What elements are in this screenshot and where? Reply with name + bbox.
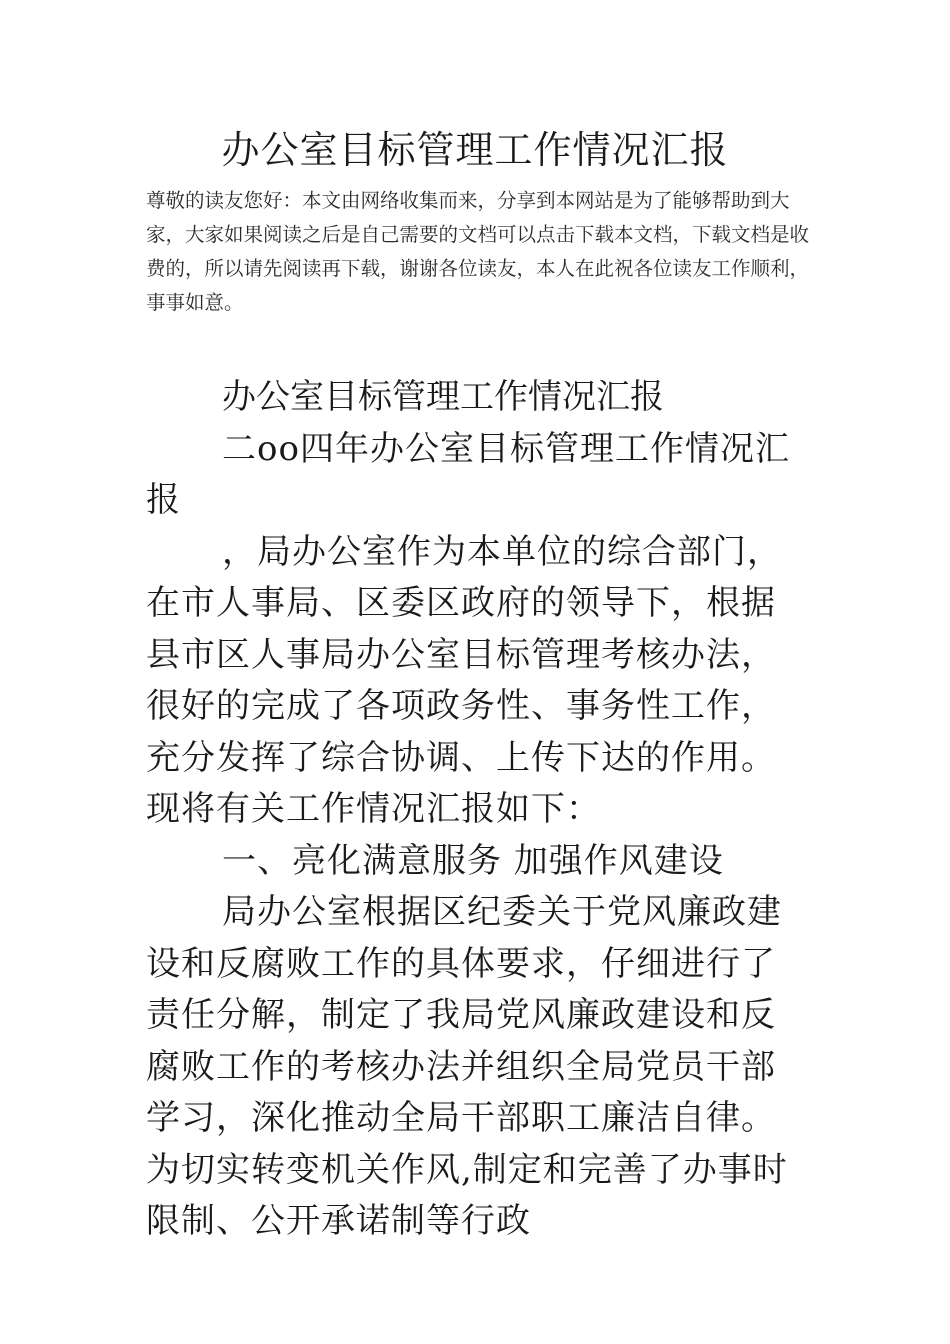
document-body	[146, 372, 810, 1248]
body-paragraph-section-1: 局办公室根据区纪委关于党风廉政建设和反腐败工作的具体要求，仔细进行了责任分解，制定了我局党风廉政建设和反腐败工作的考核办法并组织全局党员干部学习，深化推动全局干部职工廉洁自律。为切实转变机关作风,制定和完善了办事时限制、公开承诺制等行政	[146, 892, 788, 1241]
body-paragraph-intro: ，局办公室作为本单位的综合部门，在市人事局、区委区政府的领导下，根据县市区人事局办公室目标管理考核办法，很好的完成了各项政务性、事务性工作，充分发挥了综合协调、上传下达的作用。现将有关工作情况汇报如下：	[146, 531, 782, 829]
document-title: 办公室目标管理工作情况汇报	[221, 128, 729, 172]
body-subheading: 二oo四年办公室目标管理工作情况汇报	[146, 428, 790, 520]
body-heading: 办公室目标管理工作情况汇报	[222, 377, 664, 417]
reader-notice: 尊敬的读友您好：本文由网络收集而来，分享到本网站是为了能够帮助到大家，大家如果阅读之后是自己需要的文档可以点击下载本文档，下载文档是收费的，所以请先阅读再下载，谢谢各位读友，本人在此祝各位读友工作顺利，事事如意。	[146, 189, 810, 314]
section-heading-1: 一、亮化满意服务 加强作风建设	[222, 840, 724, 881]
